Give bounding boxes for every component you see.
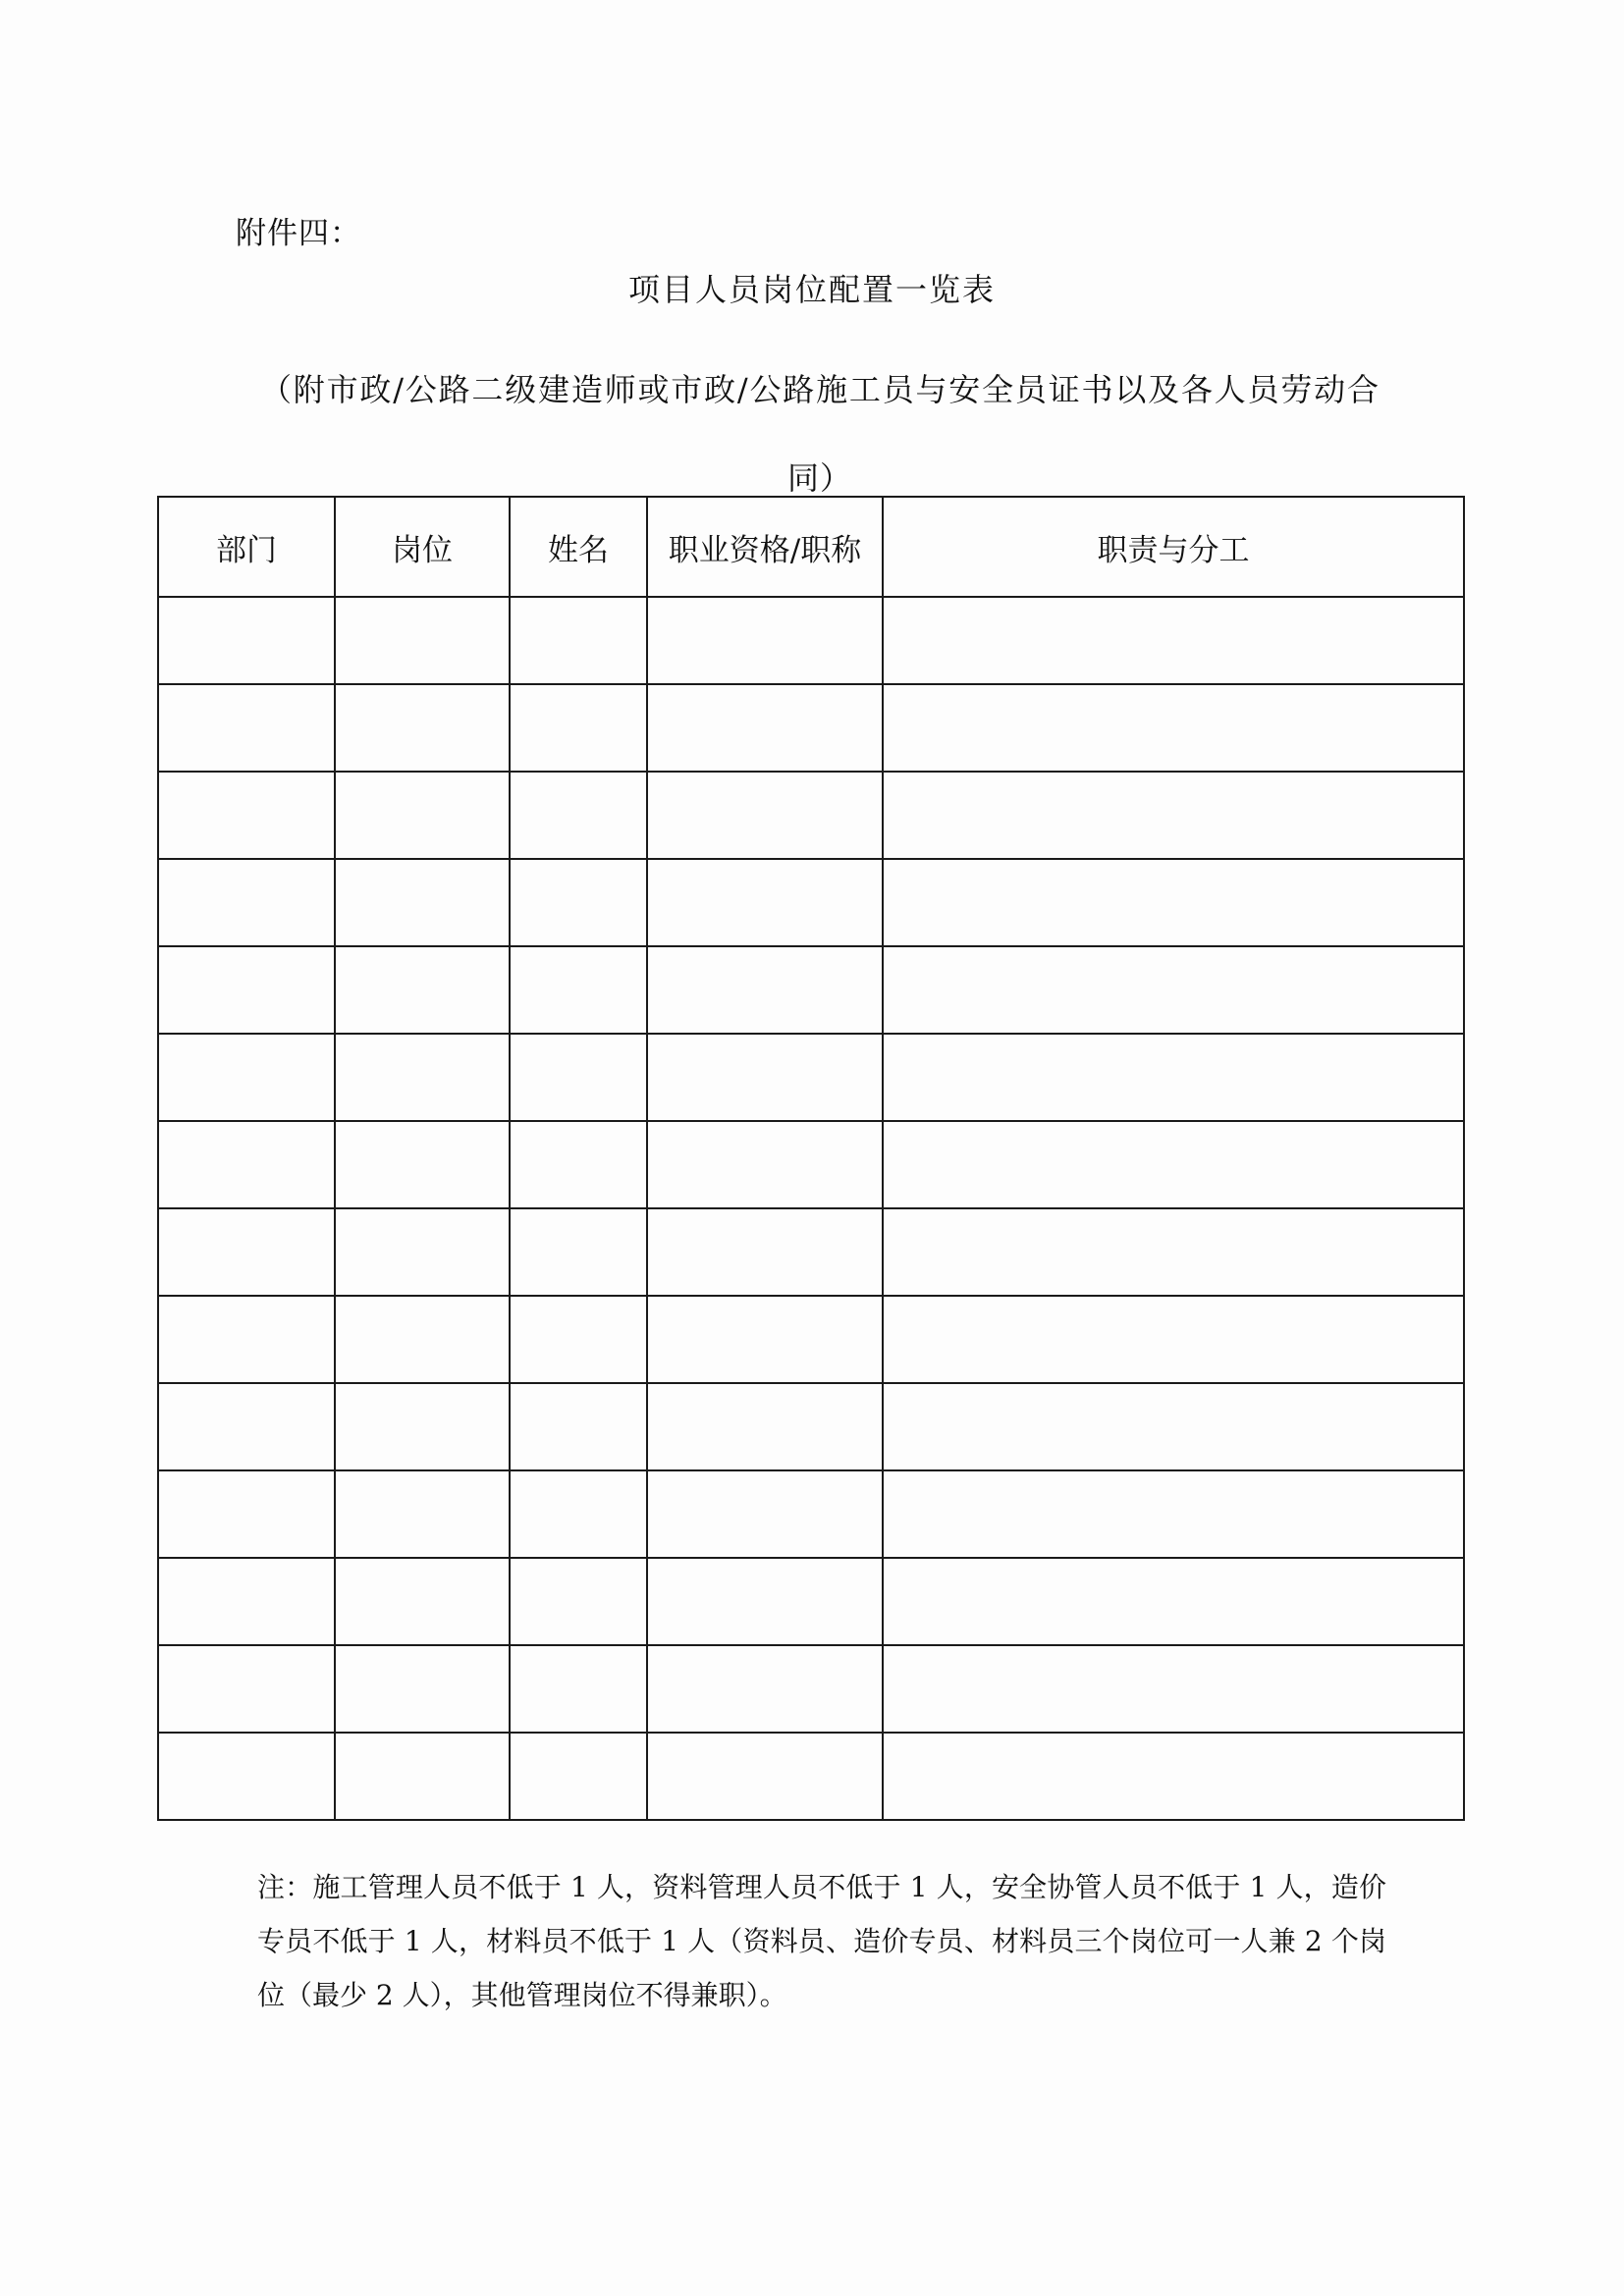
table-row xyxy=(158,1383,1464,1470)
table-body xyxy=(158,597,1464,1820)
table-cell-empty xyxy=(335,1470,510,1558)
table-cell-empty xyxy=(647,859,883,946)
table-row xyxy=(158,1558,1464,1645)
table-row xyxy=(158,1645,1464,1733)
table-cell-empty xyxy=(158,1733,335,1820)
table-cell-empty xyxy=(883,1470,1464,1558)
table-cell-empty xyxy=(158,1121,335,1208)
table-cell-empty xyxy=(647,1733,883,1820)
table-cell-empty xyxy=(335,946,510,1034)
table-cell-empty xyxy=(158,1296,335,1383)
table-cell-empty xyxy=(883,1733,1464,1820)
table-cell-empty xyxy=(510,1558,647,1645)
table-cell-empty xyxy=(158,1208,335,1296)
table-cell-empty xyxy=(883,772,1464,859)
table-cell-empty xyxy=(647,1121,883,1208)
table-row xyxy=(158,1121,1464,1208)
table-cell-empty xyxy=(335,1558,510,1645)
table-cell-empty xyxy=(510,684,647,772)
table-cell-empty xyxy=(335,859,510,946)
table-cell-empty xyxy=(335,597,510,684)
table-cell-empty xyxy=(510,1645,647,1733)
table-cell-empty xyxy=(158,1645,335,1733)
table-cell-empty xyxy=(883,946,1464,1034)
page-title: 项目人员岗位配置一览表 xyxy=(627,271,996,308)
table-row xyxy=(158,1296,1464,1383)
table-cell-empty xyxy=(510,1470,647,1558)
table-cell-empty xyxy=(335,684,510,772)
table-row xyxy=(158,1208,1464,1296)
table-cell-empty xyxy=(510,772,647,859)
table-cell-empty xyxy=(883,684,1464,772)
attachment-label: 附件四： xyxy=(236,216,361,251)
table-cell-empty xyxy=(335,1733,510,1820)
table-cell-empty xyxy=(158,1470,335,1558)
table-cell-empty xyxy=(158,859,335,946)
table-row xyxy=(158,859,1464,946)
table-cell-empty xyxy=(883,1383,1464,1470)
table-cell-empty xyxy=(883,859,1464,946)
table-cell-empty xyxy=(647,1558,883,1645)
table-cell-empty xyxy=(883,1645,1464,1733)
table-cell-empty xyxy=(647,1383,883,1470)
table-cell-empty xyxy=(647,772,883,859)
table-cell-empty xyxy=(647,1034,883,1121)
table-row xyxy=(158,772,1464,859)
column-header-department: 部门 xyxy=(158,497,335,597)
table-row xyxy=(158,946,1464,1034)
table-cell-empty xyxy=(158,772,335,859)
column-header-position: 岗位 xyxy=(335,497,510,597)
table-header-row xyxy=(158,497,1464,597)
table-cell-empty xyxy=(158,946,335,1034)
table-cell-empty xyxy=(510,1034,647,1121)
staff-assignment-table xyxy=(157,496,1465,1821)
table-cell-empty xyxy=(883,1296,1464,1383)
table-cell-empty xyxy=(158,597,335,684)
table-cell-empty xyxy=(510,1733,647,1820)
table-row xyxy=(158,597,1464,684)
footnote: 注：施工管理人员不低于 1 人，资料管理人员不低于 1 人，安全协管人员不低于 1 人，造价专员不低于 1 人，材料员不低于 1 人（资料员、造价专员、材料员三个岗位可一人兼 2 个岗位（最少 2 人），其他管理岗位不得兼职）。 xyxy=(257,1871,1386,2011)
table-row xyxy=(158,1034,1464,1121)
column-header-name: 姓名 xyxy=(510,497,647,597)
column-header-qualification: 职业资格/职称 xyxy=(647,497,883,597)
table-cell-empty xyxy=(647,597,883,684)
table-cell-empty xyxy=(335,1383,510,1470)
table-cell-empty xyxy=(158,684,335,772)
table-cell-empty xyxy=(335,1296,510,1383)
table-row xyxy=(158,1470,1464,1558)
table-cell-empty xyxy=(510,1121,647,1208)
table-cell-empty xyxy=(158,1034,335,1121)
table-cell-empty xyxy=(335,1645,510,1733)
table-cell-empty xyxy=(647,1296,883,1383)
table-cell-empty xyxy=(647,946,883,1034)
table-cell-empty xyxy=(883,597,1464,684)
table-cell-empty xyxy=(647,684,883,772)
table-cell-empty xyxy=(883,1034,1464,1121)
table-cell-empty xyxy=(158,1383,335,1470)
table-cell-empty xyxy=(510,859,647,946)
table-cell-empty xyxy=(883,1208,1464,1296)
table-cell-empty xyxy=(335,1034,510,1121)
table-row xyxy=(158,684,1464,772)
table-cell-empty xyxy=(510,946,647,1034)
table-cell-empty xyxy=(510,1296,647,1383)
table-cell-empty xyxy=(510,1383,647,1470)
table-cell-empty xyxy=(335,1121,510,1208)
table-cell-empty xyxy=(335,1208,510,1296)
column-header-duties: 职责与分工 xyxy=(883,497,1464,597)
table-cell-empty xyxy=(335,772,510,859)
table-cell-empty xyxy=(883,1121,1464,1208)
table-cell-empty xyxy=(647,1470,883,1558)
table-cell-empty xyxy=(510,1208,647,1296)
table-cell-empty xyxy=(883,1558,1464,1645)
table-cell-empty xyxy=(647,1208,883,1296)
table-cell-empty xyxy=(158,1558,335,1645)
table-cell-empty xyxy=(510,597,647,684)
page-subtitle: （附市政/公路二级建造师或市政/公路施工员与安全员证书以及各人员劳动合同） xyxy=(260,371,1380,497)
table-cell-empty xyxy=(647,1645,883,1733)
table-row xyxy=(158,1733,1464,1820)
